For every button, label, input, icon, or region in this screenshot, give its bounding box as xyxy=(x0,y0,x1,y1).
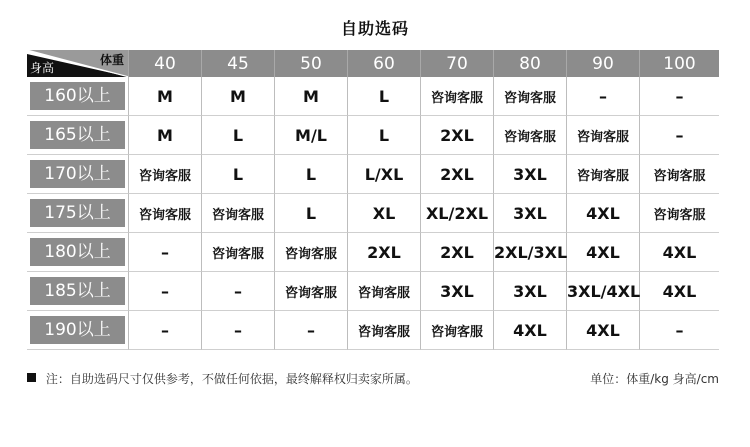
bullet-square-icon xyxy=(27,373,36,382)
size-cell: 2XL xyxy=(348,233,421,272)
height-row-header xyxy=(27,272,129,311)
height-label: 165以上 xyxy=(30,121,125,149)
footer-note-bar xyxy=(27,370,719,388)
height-row-header xyxy=(27,116,129,155)
table-row xyxy=(27,155,719,194)
size-cell: – xyxy=(640,116,719,155)
size-cell: 3XL xyxy=(494,272,567,311)
table-row xyxy=(27,272,719,311)
size-cell: M xyxy=(129,77,202,116)
size-cell: 咨询客服 xyxy=(129,155,202,194)
height-row-header xyxy=(27,155,129,194)
size-cell: XL xyxy=(348,194,421,233)
weight-header-row xyxy=(27,50,719,77)
size-cell: – xyxy=(640,311,719,350)
page-title: 自助选码 xyxy=(340,19,409,38)
weight-header-40: 40 xyxy=(129,50,202,77)
size-cell: 4XL xyxy=(567,311,640,350)
table-row xyxy=(27,77,719,116)
size-cell: M xyxy=(275,77,348,116)
size-cell: 咨询客服 xyxy=(348,272,421,311)
size-cell: 咨询客服 xyxy=(202,194,275,233)
table-row xyxy=(27,116,719,155)
size-cell: L/XL xyxy=(348,155,421,194)
size-cell: L xyxy=(275,155,348,194)
size-cell: – xyxy=(567,77,640,116)
size-cell: L xyxy=(202,116,275,155)
size-cell: 2XL/3XL xyxy=(494,233,567,272)
size-cell: 咨询客服 xyxy=(348,311,421,350)
size-cell: 3XL xyxy=(494,194,567,233)
table-row xyxy=(27,194,719,233)
height-label: 185以上 xyxy=(30,277,125,305)
height-label: 170以上 xyxy=(30,160,125,188)
height-label: 175以上 xyxy=(30,199,125,227)
size-cell: 2XL xyxy=(421,233,494,272)
height-label: 190以上 xyxy=(30,316,125,344)
size-cell: 咨询客服 xyxy=(567,155,640,194)
size-cell: – xyxy=(129,311,202,350)
size-cell: 4XL xyxy=(640,272,719,311)
weight-header-60: 60 xyxy=(348,50,421,77)
size-cell: – xyxy=(129,233,202,272)
size-cell: 4XL xyxy=(494,311,567,350)
size-cell: M/L xyxy=(275,116,348,155)
size-cell: – xyxy=(640,77,719,116)
size-cell: – xyxy=(129,272,202,311)
size-cell: 3XL xyxy=(494,155,567,194)
corner-header-cell xyxy=(27,50,129,77)
weight-header-50: 50 xyxy=(275,50,348,77)
size-cell: 咨询客服 xyxy=(640,155,719,194)
size-cell: 咨询客服 xyxy=(494,116,567,155)
size-cell: 咨询客服 xyxy=(275,233,348,272)
weight-header-100: 100 xyxy=(640,50,719,77)
size-cell: M xyxy=(129,116,202,155)
height-label: 160以上 xyxy=(30,82,125,110)
height-row-header xyxy=(27,233,129,272)
size-cell: – xyxy=(202,272,275,311)
size-cell: 2XL xyxy=(421,116,494,155)
size-cell: L xyxy=(275,194,348,233)
size-cell: 2XL xyxy=(421,155,494,194)
size-cell: 咨询客服 xyxy=(421,77,494,116)
size-cell: 3XL/4XL xyxy=(567,272,640,311)
size-chart-table xyxy=(27,50,719,350)
height-row-header xyxy=(27,77,129,116)
size-cell: XL/2XL xyxy=(421,194,494,233)
size-cell: L xyxy=(348,77,421,116)
height-axis-label: 身高 xyxy=(30,61,55,75)
size-cell: 4XL xyxy=(567,233,640,272)
size-cell: 咨询客服 xyxy=(421,311,494,350)
disclaimer-note: 注：自助选码尺寸仅供参考，不做任何依据，最终解释权归卖家所属。 xyxy=(45,372,418,386)
size-cell: 咨询客服 xyxy=(567,116,640,155)
size-cell: – xyxy=(202,311,275,350)
size-cell: M xyxy=(202,77,275,116)
weight-header-45: 45 xyxy=(202,50,275,77)
size-cell: 咨询客服 xyxy=(202,233,275,272)
table-row xyxy=(27,311,719,350)
table-row xyxy=(27,233,719,272)
size-cell: L xyxy=(202,155,275,194)
size-cell: 咨询客服 xyxy=(275,272,348,311)
size-cell: 3XL xyxy=(421,272,494,311)
height-row-header xyxy=(27,194,129,233)
size-cell: 咨询客服 xyxy=(129,194,202,233)
size-cell: 咨询客服 xyxy=(640,194,719,233)
unit-note: 单位：体重/kg 身高/cm xyxy=(590,372,719,386)
weight-axis-label: 体重 xyxy=(99,53,124,67)
height-row-header xyxy=(27,311,129,350)
height-label: 180以上 xyxy=(30,238,125,266)
size-cell: 4XL xyxy=(567,194,640,233)
size-cell: 咨询客服 xyxy=(494,77,567,116)
weight-header-70: 70 xyxy=(421,50,494,77)
size-cell: L xyxy=(348,116,421,155)
size-cell: – xyxy=(275,311,348,350)
weight-header-90: 90 xyxy=(567,50,640,77)
size-cell: 4XL xyxy=(640,233,719,272)
weight-header-80: 80 xyxy=(494,50,567,77)
